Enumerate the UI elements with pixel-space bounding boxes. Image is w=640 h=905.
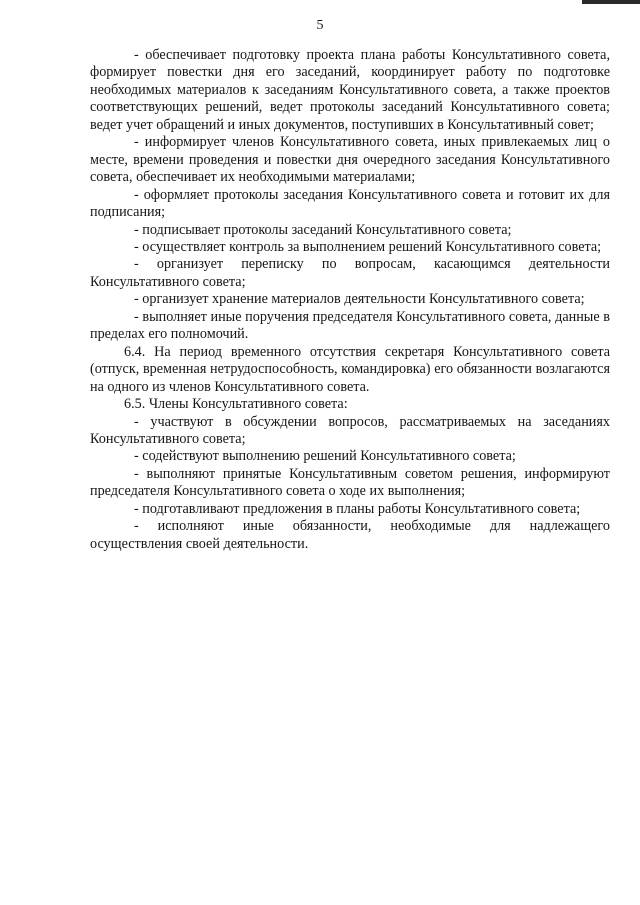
paragraph-members-other-duties: - исполняют иные обязанности, необходимые для надлежащего осуществления своей деятельности. [90, 518, 610, 552]
paragraph-secretary-correspondence: - организует переписку по вопросам, касающимся деятельности Консультативного совета; [90, 256, 610, 290]
paragraph-secretary-drafts-minutes: - оформляет протоколы заседания Консультативного совета и готовит их для подписания; [90, 186, 610, 221]
paragraph-members-execute: - выполняют принятые Консультативным советом решения, информируют председателя Консультативного совета о ходе их выполнения; [90, 465, 610, 500]
scan-corner-mark [582, 0, 640, 4]
paragraph-secretary-storage: - организует хранение материалов деятельности Консультативного совета; [134, 291, 585, 308]
paragraph-secretary-signs-minutes: - подписывает протоколы заседаний Консультативного совета; [134, 221, 512, 238]
paragraph-secretary-prepares-plan: - обеспечивает подготовку проекта плана работы Консультативного совета, формирует повестки дня его заседаний, координирует работу по подготовке необходимых материалов к заседаниям Консультативного совета, а также проектов соответствующих решений, ведет протоколы заседаний Консультативного совета; ведет учет обращений и иных документов, поступивших в Консультативный совет; [90, 47, 610, 133]
document-body [90, 47, 610, 553]
page-number: 5 [316, 18, 324, 33]
paragraph-secretary-monitors: - осуществляет контроль за выполнением решений Консультативного совета; [134, 238, 602, 255]
paragraph-secretary-other-tasks: - выполняет иные поручения председателя Консультативного совета, данные в пределах его полномочий. [90, 308, 610, 343]
paragraph-section-6-4: 6.4. На период временного отсутствия секретаря Консультативного совета (отпуск, временная нетрудоспособность, командировка) его обязанности возлагаются на одного из членов Консультативного совета. [90, 343, 610, 395]
paragraph-members-assist: - содействуют выполнению решений Консультативного совета; [134, 448, 516, 465]
paragraph-members-participate: - участвуют в обсуждении вопросов, рассматриваемых на заседаниях Консультативного совета; [90, 413, 610, 447]
paragraph-secretary-informs: - информирует членов Консультативного совета, иных привлекаемых лиц о месте, времени проведения и повестки дня очередного заседания Консультативного совета, обеспечивает их необходимыми материалами; [90, 134, 610, 186]
paragraph-section-6-5: 6.5. Члены Консультативного совета: [124, 396, 348, 413]
paragraph-members-proposals: - подготавливают предложения в планы работы Консультативного совета; [134, 500, 581, 517]
